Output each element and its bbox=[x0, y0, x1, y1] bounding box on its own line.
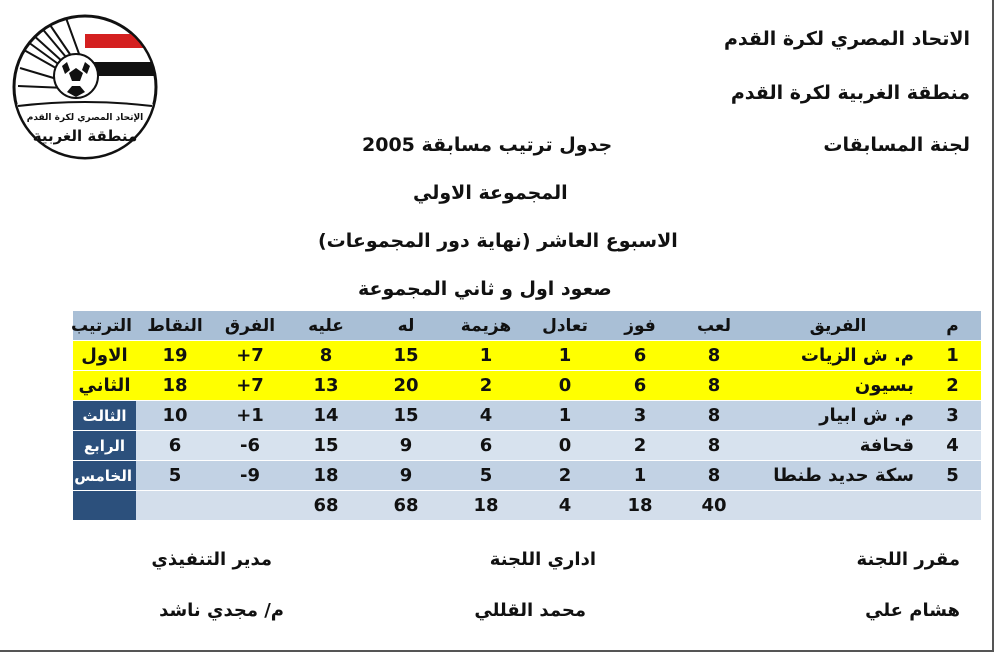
total-drawn: 4 bbox=[526, 491, 604, 521]
col-header-team: الفريق bbox=[752, 311, 924, 341]
row-num: 4 bbox=[924, 431, 981, 461]
col-header-drawn: تعادل bbox=[526, 311, 604, 341]
lost: 1 bbox=[446, 341, 526, 371]
rank-label: الثالث bbox=[73, 401, 136, 431]
group-title: المجموعة الاولي bbox=[413, 182, 568, 204]
played: 8 bbox=[676, 341, 752, 371]
won: 1 bbox=[604, 461, 676, 491]
page-title: جدول ترتيب مسابقة 2005 bbox=[362, 134, 613, 156]
lost: 2 bbox=[446, 371, 526, 401]
rapporteur-title: مقرر اللجنة bbox=[856, 549, 960, 570]
totals-row bbox=[73, 491, 981, 521]
points: 19 bbox=[136, 341, 214, 371]
drawn: 1 bbox=[526, 341, 604, 371]
lost: 4 bbox=[446, 401, 526, 431]
played: 8 bbox=[676, 371, 752, 401]
won: 2 bbox=[604, 431, 676, 461]
goals-against: 8 bbox=[286, 341, 366, 371]
table-row bbox=[73, 341, 981, 371]
goal-diff: -6 bbox=[214, 431, 286, 461]
totals-empty-num bbox=[924, 491, 981, 521]
total-lost: 18 bbox=[446, 491, 526, 521]
col-header-goals-for: له bbox=[366, 311, 446, 341]
played: 8 bbox=[676, 431, 752, 461]
col-header-lost: هزيمة bbox=[446, 311, 526, 341]
total-played: 40 bbox=[676, 491, 752, 521]
admin-name: محمد القللي bbox=[474, 600, 586, 621]
col-header-rank: الترتيب bbox=[73, 311, 136, 341]
lost: 5 bbox=[446, 461, 526, 491]
team-name: قحافة bbox=[752, 431, 924, 461]
goal-diff: +1 bbox=[214, 401, 286, 431]
rank-label: الخامس bbox=[73, 461, 136, 491]
points: 5 bbox=[136, 461, 214, 491]
goals-against: 14 bbox=[286, 401, 366, 431]
totals-corner-cell bbox=[73, 491, 136, 521]
table-header-row bbox=[73, 311, 981, 341]
director-title: مدير التنفيذي bbox=[151, 549, 272, 570]
won: 6 bbox=[604, 341, 676, 371]
col-header-points: النقاط bbox=[136, 311, 214, 341]
drawn: 0 bbox=[526, 431, 604, 461]
played: 8 bbox=[676, 401, 752, 431]
table-row bbox=[73, 401, 981, 431]
svg-text:الإتحاد المصري لكرة القدم: الإتحاد المصري لكرة القدم bbox=[26, 113, 144, 123]
row-num: 2 bbox=[924, 371, 981, 401]
points: 6 bbox=[136, 431, 214, 461]
goals-for: 15 bbox=[366, 401, 446, 431]
row-num: 5 bbox=[924, 461, 981, 491]
goals-for: 9 bbox=[366, 431, 446, 461]
row-num: 3 bbox=[924, 401, 981, 431]
goals-for: 9 bbox=[366, 461, 446, 491]
team-name: بسيون bbox=[752, 371, 924, 401]
federation-logo bbox=[12, 14, 158, 160]
rank-label: الاول bbox=[73, 341, 136, 371]
org-name: الاتحاد المصري لكرة القدم bbox=[724, 28, 970, 50]
won: 3 bbox=[604, 401, 676, 431]
totals-empty-team bbox=[752, 491, 924, 521]
team-name: م. ش الزيات bbox=[752, 341, 924, 371]
goals-against: 13 bbox=[286, 371, 366, 401]
col-header-played: لعب bbox=[676, 311, 752, 341]
row-num: 1 bbox=[924, 341, 981, 371]
rapporteur-name: هشام علي bbox=[865, 600, 960, 621]
promotion-note: صعود اول و ثاني المجموعة bbox=[358, 278, 612, 300]
goal-diff: +7 bbox=[214, 371, 286, 401]
col-header-num: م bbox=[924, 311, 981, 341]
played: 8 bbox=[676, 461, 752, 491]
drawn: 2 bbox=[526, 461, 604, 491]
col-header-goals-against: عليه bbox=[286, 311, 366, 341]
committee-name: لجنة المسابقات bbox=[823, 134, 970, 156]
lost: 6 bbox=[446, 431, 526, 461]
table-row bbox=[73, 371, 981, 401]
standings-table bbox=[70, 311, 981, 521]
won: 6 bbox=[604, 371, 676, 401]
points: 18 bbox=[136, 371, 214, 401]
region-name: منطقة الغربية لكرة القدم bbox=[730, 82, 970, 104]
svg-text:منطقة الغربية: منطقة الغربية bbox=[32, 127, 138, 145]
admin-title: اداري اللجنة bbox=[489, 549, 596, 570]
col-header-won: فوز bbox=[604, 311, 676, 341]
rank-label: الثاني bbox=[73, 371, 136, 401]
goals-for: 15 bbox=[366, 341, 446, 371]
table-row bbox=[73, 461, 981, 491]
total-goals-for: 68 bbox=[366, 491, 446, 521]
goal-diff: +7 bbox=[214, 341, 286, 371]
goals-against: 15 bbox=[286, 431, 366, 461]
drawn: 0 bbox=[526, 371, 604, 401]
goals-against: 18 bbox=[286, 461, 366, 491]
total-won: 18 bbox=[604, 491, 676, 521]
team-name: سكة حديد طنطا bbox=[752, 461, 924, 491]
rank-label: الرابع bbox=[73, 431, 136, 461]
logo-emblem-icon bbox=[12, 14, 158, 160]
drawn: 1 bbox=[526, 401, 604, 431]
total-goals-against: 68 bbox=[286, 491, 366, 521]
director-name: م/ مجدي ناشد bbox=[159, 600, 284, 621]
team-name: م. ش ابيار bbox=[752, 401, 924, 431]
points: 10 bbox=[136, 401, 214, 431]
totals-empty-diff bbox=[214, 491, 286, 521]
goals-for: 20 bbox=[366, 371, 446, 401]
col-header-diff: الفرق bbox=[214, 311, 286, 341]
week-title: الاسبوع العاشر (نهاية دور المجموعات) bbox=[318, 230, 678, 252]
table-row bbox=[73, 431, 981, 461]
totals-empty-points bbox=[136, 491, 214, 521]
goal-diff: -9 bbox=[214, 461, 286, 491]
